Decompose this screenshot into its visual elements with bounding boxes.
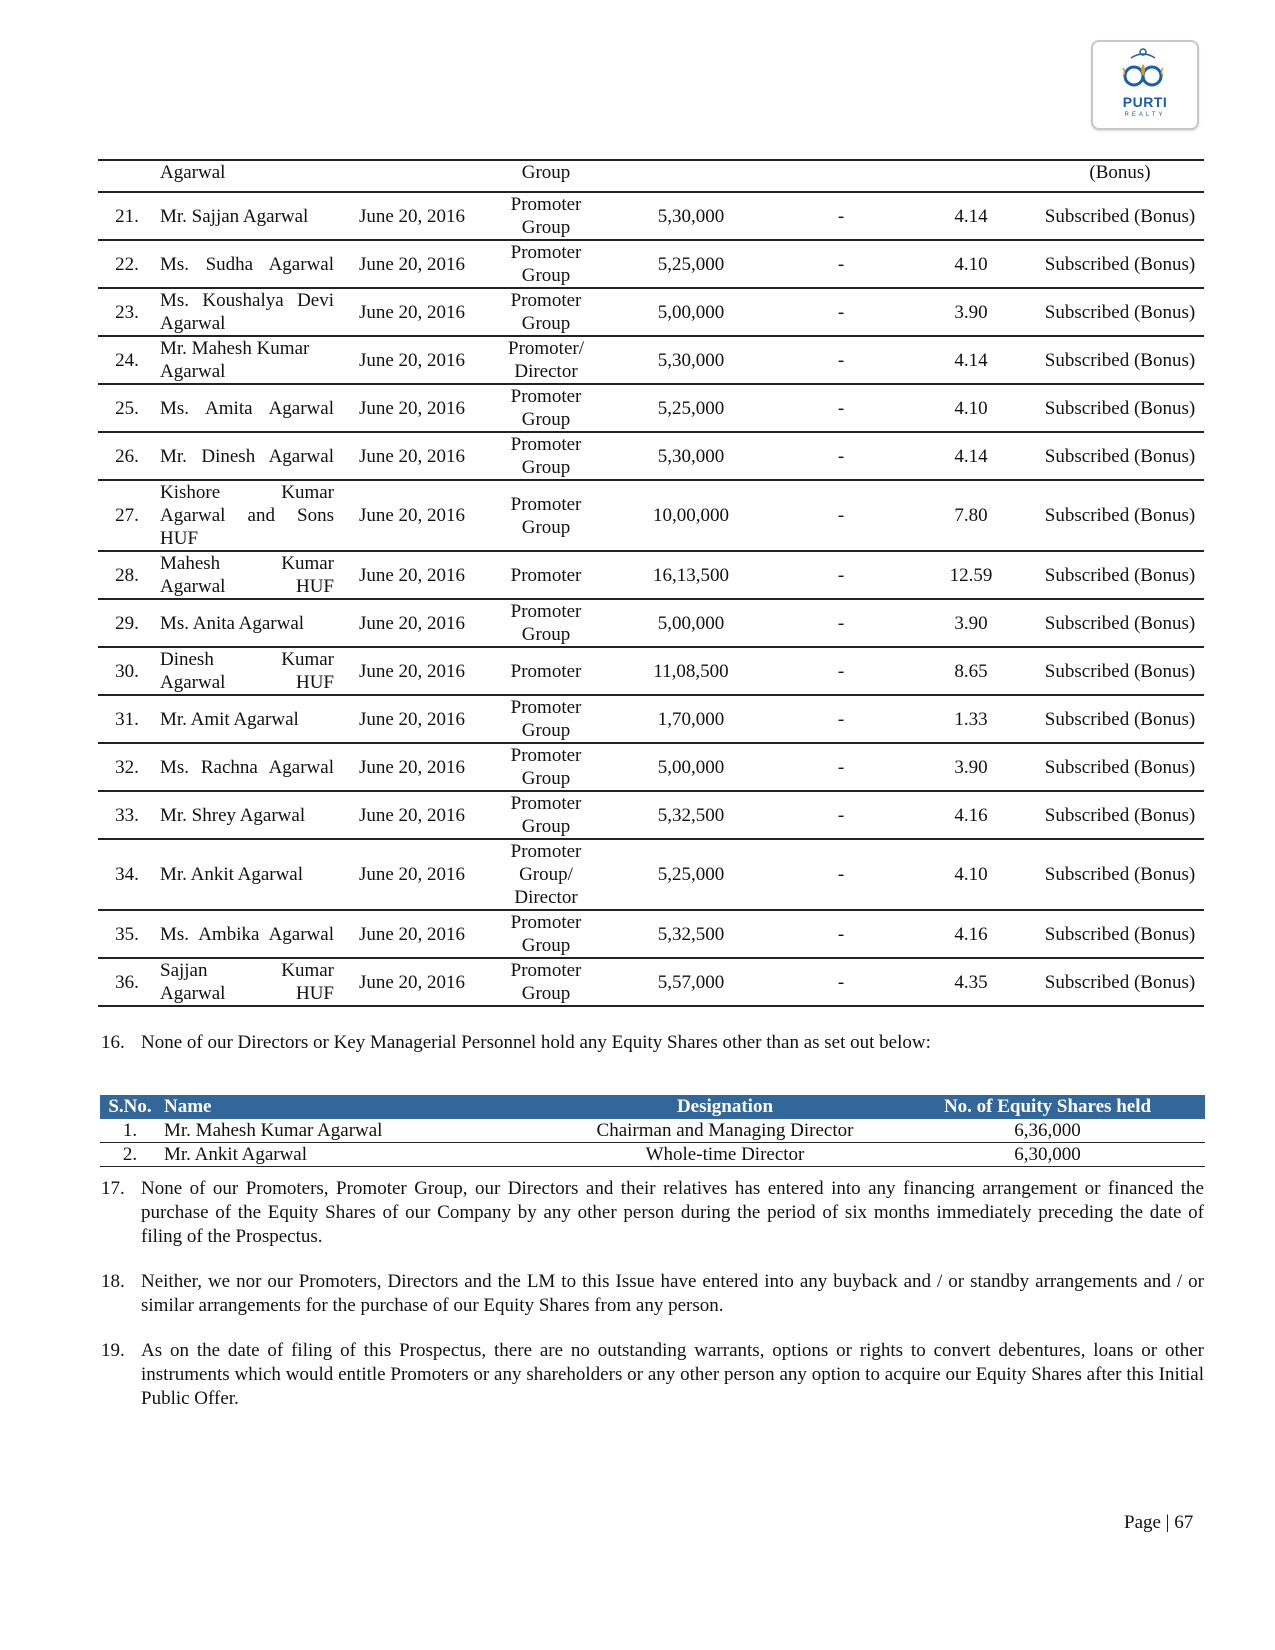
price-cell: - — [776, 791, 906, 839]
consideration-cell: Subscribed (Bonus) — [1036, 240, 1204, 288]
percentage-cell: 7.80 — [906, 480, 1036, 551]
price-cell: - — [776, 432, 906, 480]
price-cell: - — [776, 695, 906, 743]
date-cell: June 20, 2016 — [338, 958, 486, 1006]
price-cell: - — [776, 336, 906, 384]
percentage-cell: 4.10 — [906, 384, 1036, 432]
table-row — [98, 839, 1204, 910]
name-cell: Mr. Mahesh Kumar Agarwal — [156, 336, 338, 384]
date-cell: June 20, 2016 — [338, 599, 486, 647]
date-cell: June 20, 2016 — [338, 695, 486, 743]
paragraph-text: None of our Promoters, Promoter Group, our Directors and their relatives has entered into any financing arrangement or financed the purchase of the Equity Shares of our Company by any other person during the period of six months immediately preceding the date of filing of the Prospectus. — [141, 1178, 1204, 1247]
name-text: Ms. Koushalya Devi Agarwal — [160, 290, 334, 334]
table-row — [98, 192, 1204, 240]
consideration-cell: Subscribed (Bonus) — [1036, 958, 1204, 1006]
consideration-cell: Subscribed (Bonus) — [1036, 384, 1204, 432]
consideration-cell: Subscribed (Bonus) — [1036, 791, 1204, 839]
date-cell: June 20, 2016 — [338, 288, 486, 336]
name-text: Dinesh Kumar Agarwal HUF — [160, 649, 334, 693]
name-cell: Mr. Sajjan Agarwal — [156, 192, 338, 240]
consideration-cell: Subscribed (Bonus) — [1036, 599, 1204, 647]
table-row — [98, 432, 1204, 480]
percentage-cell: 3.90 — [906, 743, 1036, 791]
name-cell: Mr. Mahesh Kumar Agarwal — [160, 1119, 560, 1143]
table-row-continuation — [98, 160, 1204, 192]
name-text: Sajjan Kumar Agarwal HUF — [160, 960, 334, 1004]
nature-cell: Promoter Group — [486, 480, 606, 551]
name-cell — [156, 288, 338, 336]
name-text: Mr. Dinesh Agarwal — [160, 445, 334, 467]
shares-cell: 5,32,500 — [606, 910, 776, 958]
paragraph-17 — [101, 1177, 1204, 1249]
row-number-cell: 22. — [98, 240, 156, 288]
name-cell — [156, 240, 338, 288]
row-number-cell: 24. — [98, 336, 156, 384]
date-cell: June 20, 2016 — [338, 839, 486, 910]
shares-cell: 6,36,000 — [890, 1119, 1205, 1143]
nature-cell: Promoter Group — [486, 384, 606, 432]
designation-cell: Chairman and Managing Director — [560, 1119, 890, 1143]
sno-cell: 2. — [100, 1143, 160, 1167]
consideration-cell: Subscribed (Bonus) — [1036, 336, 1204, 384]
shares-cell: 5,00,000 — [606, 743, 776, 791]
consideration-cell: Subscribed (Bonus) — [1036, 839, 1204, 910]
shares-cell: 5,32,500 — [606, 791, 776, 839]
header-designation: Designation — [560, 1095, 890, 1119]
header-sno: S.No. — [100, 1095, 160, 1119]
price-cell: - — [776, 743, 906, 791]
nature-cell: Group — [486, 160, 606, 192]
directors-shareholding-table — [100, 1095, 1205, 1167]
consideration-cell: (Bonus) — [1036, 160, 1204, 192]
row-number-cell: 26. — [98, 432, 156, 480]
paragraph-number: 16. — [101, 1032, 125, 1053]
paragraph-number: 19. — [101, 1340, 125, 1361]
row-number-cell: 28. — [98, 551, 156, 599]
consideration-cell: Subscribed (Bonus) — [1036, 910, 1204, 958]
table-row — [98, 288, 1204, 336]
name-cell: Mr. Ankit Agarwal — [156, 839, 338, 910]
shares-cell: 5,57,000 — [606, 958, 776, 1006]
date-cell: June 20, 2016 — [338, 791, 486, 839]
shares-cell: 10,00,000 — [606, 480, 776, 551]
percentage-cell: 3.90 — [906, 288, 1036, 336]
percentage-cell: 8.65 — [906, 647, 1036, 695]
table-row — [98, 599, 1204, 647]
header-name: Name — [160, 1095, 560, 1119]
shares-cell: 5,00,000 — [606, 288, 776, 336]
table-row — [98, 647, 1204, 695]
price-cell: - — [776, 384, 906, 432]
price-cell: - — [776, 480, 906, 551]
table-row — [98, 336, 1204, 384]
row-number-cell: 34. — [98, 839, 156, 910]
shares-cell: 6,30,000 — [890, 1143, 1205, 1167]
consideration-cell: Subscribed (Bonus) — [1036, 192, 1204, 240]
name-cell — [156, 910, 338, 958]
row-number-cell: 31. — [98, 695, 156, 743]
date-cell: June 20, 2016 — [338, 480, 486, 551]
date-cell: June 20, 2016 — [338, 336, 486, 384]
logo-name: PURTI — [1122, 94, 1168, 110]
consideration-cell: Subscribed (Bonus) — [1036, 551, 1204, 599]
paragraph-text: None of our Directors or Key Managerial Personnel hold any Equity Shares other than as set out below: — [141, 1032, 931, 1053]
date-cell: June 20, 2016 — [338, 910, 486, 958]
percentage-cell: 4.16 — [906, 910, 1036, 958]
row-number-cell: 27. — [98, 480, 156, 551]
table-row — [100, 1119, 1205, 1143]
bonus-allotment-table — [98, 159, 1204, 1007]
date-cell: June 20, 2016 — [338, 743, 486, 791]
table-row — [98, 384, 1204, 432]
name-text: Kishore Kumar Agarwal and Sons HUF — [160, 482, 334, 549]
name-cell — [156, 480, 338, 551]
nature-cell: Promoter — [486, 647, 606, 695]
company-logo — [1091, 40, 1199, 130]
row-number-cell: 30. — [98, 647, 156, 695]
shares-cell: 16,13,500 — [606, 551, 776, 599]
designation-cell: Whole-time Director — [560, 1143, 890, 1167]
table-row — [98, 743, 1204, 791]
paragraph-text: As on the date of filing of this Prospectus, there are no outstanding warrants, options or rights to convert debentures, loans or other instruments which would entitle Promoters or any shareholders or any other person any option to acquire our Equity Shares after this Initial Public Offer. — [141, 1340, 1204, 1409]
logo-tagline: REALTY — [1124, 112, 1166, 118]
name-cell — [156, 958, 338, 1006]
logo-emblem-icon — [1117, 46, 1169, 94]
paragraph-number: 18. — [101, 1271, 125, 1292]
date-cell: June 20, 2016 — [338, 384, 486, 432]
row-number-cell: 21. — [98, 192, 156, 240]
percentage-cell: 4.16 — [906, 791, 1036, 839]
nature-cell: Promoter Group — [486, 695, 606, 743]
consideration-cell: Subscribed (Bonus) — [1036, 480, 1204, 551]
nature-cell: Promoter Group — [486, 958, 606, 1006]
nature-cell: Promoter Group — [486, 240, 606, 288]
date-cell: June 20, 2016 — [338, 551, 486, 599]
price-cell: - — [776, 599, 906, 647]
name-cell: Mr. Amit Agarwal — [156, 695, 338, 743]
percentage-cell: 4.35 — [906, 958, 1036, 1006]
percentage-cell: 4.10 — [906, 240, 1036, 288]
price-cell: - — [776, 910, 906, 958]
nature-cell: Promoter Group — [486, 288, 606, 336]
shares-cell: 11,08,500 — [606, 647, 776, 695]
consideration-cell: Subscribed (Bonus) — [1036, 743, 1204, 791]
name-text: Ms. Sudha Agarwal — [160, 253, 334, 275]
paragraph-16 — [101, 1031, 1204, 1055]
nature-cell: Promoter Group — [486, 432, 606, 480]
nature-cell: Promoter Group — [486, 599, 606, 647]
row-number-cell: 23. — [98, 288, 156, 336]
name-cell — [156, 551, 338, 599]
name-cell: Agarwal — [156, 160, 338, 192]
name-cell — [156, 432, 338, 480]
shares-cell: 5,30,000 — [606, 336, 776, 384]
name-cell: Mr. Ankit Agarwal — [160, 1143, 560, 1167]
consideration-cell: Subscribed (Bonus) — [1036, 432, 1204, 480]
row-number-cell: 32. — [98, 743, 156, 791]
row-number-cell: 35. — [98, 910, 156, 958]
shares-cell: 5,00,000 — [606, 599, 776, 647]
table-row — [98, 480, 1204, 551]
table-row — [98, 791, 1204, 839]
name-cell: Mr. Shrey Agarwal — [156, 791, 338, 839]
table-row — [98, 910, 1204, 958]
sno-cell: 1. — [100, 1119, 160, 1143]
name-cell — [156, 384, 338, 432]
consideration-cell: Subscribed (Bonus) — [1036, 695, 1204, 743]
name-text: Mahesh Kumar Agarwal HUF — [160, 553, 334, 597]
shares-cell: 5,25,000 — [606, 240, 776, 288]
date-cell: June 20, 2016 — [338, 192, 486, 240]
price-cell: - — [776, 551, 906, 599]
nature-cell: Promoter — [486, 551, 606, 599]
percentage-cell: 12.59 — [906, 551, 1036, 599]
row-number-cell: 25. — [98, 384, 156, 432]
name-text: Ms. Amita Agarwal — [160, 397, 334, 419]
name-text: Ms. Ambika Agarwal — [160, 923, 334, 945]
price-cell: - — [776, 647, 906, 695]
nature-cell: Promoter Group/ Director — [486, 839, 606, 910]
row-number-cell: 33. — [98, 791, 156, 839]
name-cell: Ms. Anita Agarwal — [156, 599, 338, 647]
percentage-cell: 4.14 — [906, 192, 1036, 240]
table-row — [98, 958, 1204, 1006]
name-cell — [156, 647, 338, 695]
page-number: Page | 67 — [1124, 1512, 1194, 1533]
nature-cell: Promoter Group — [486, 910, 606, 958]
shares-cell: 1,70,000 — [606, 695, 776, 743]
table-row — [98, 240, 1204, 288]
price-cell: - — [776, 958, 906, 1006]
percentage-cell: 4.10 — [906, 839, 1036, 910]
date-cell: June 20, 2016 — [338, 647, 486, 695]
paragraph-19 — [101, 1339, 1204, 1411]
date-cell: June 20, 2016 — [338, 432, 486, 480]
shares-cell: 5,25,000 — [606, 839, 776, 910]
price-cell: - — [776, 288, 906, 336]
paragraph-text: Neither, we nor our Promoters, Directors and the LM to this Issue have entered into any buyback and / or standby arrangements and / or similar arrangements for the purchase of our Equity Shares from any person. — [141, 1271, 1204, 1316]
nature-cell: Promoter Group — [486, 743, 606, 791]
name-cell — [156, 743, 338, 791]
table-row — [100, 1143, 1205, 1167]
percentage-cell: 4.14 — [906, 336, 1036, 384]
consideration-cell: Subscribed (Bonus) — [1036, 647, 1204, 695]
nature-cell: Promoter Group — [486, 192, 606, 240]
percentage-cell: 4.14 — [906, 432, 1036, 480]
nature-cell: Promoter/ Director — [486, 336, 606, 384]
nature-cell: Promoter Group — [486, 791, 606, 839]
table-row — [98, 695, 1204, 743]
paragraph-18 — [101, 1270, 1204, 1318]
paragraph-number: 17. — [101, 1178, 125, 1199]
percentage-cell: 1.33 — [906, 695, 1036, 743]
price-cell: - — [776, 192, 906, 240]
price-cell: - — [776, 839, 906, 910]
price-cell: - — [776, 240, 906, 288]
row-number-cell: 29. — [98, 599, 156, 647]
row-number-cell: 36. — [98, 958, 156, 1006]
shares-cell: 5,30,000 — [606, 192, 776, 240]
consideration-cell: Subscribed (Bonus) — [1036, 288, 1204, 336]
table-row — [98, 551, 1204, 599]
shares-cell: 5,25,000 — [606, 384, 776, 432]
percentage-cell: 3.90 — [906, 599, 1036, 647]
table-header-row — [100, 1095, 1205, 1119]
header-shares: No. of Equity Shares held — [890, 1095, 1205, 1119]
date-cell: June 20, 2016 — [338, 240, 486, 288]
shares-cell: 5,30,000 — [606, 432, 776, 480]
name-text: Ms. Rachna Agarwal — [160, 756, 334, 778]
